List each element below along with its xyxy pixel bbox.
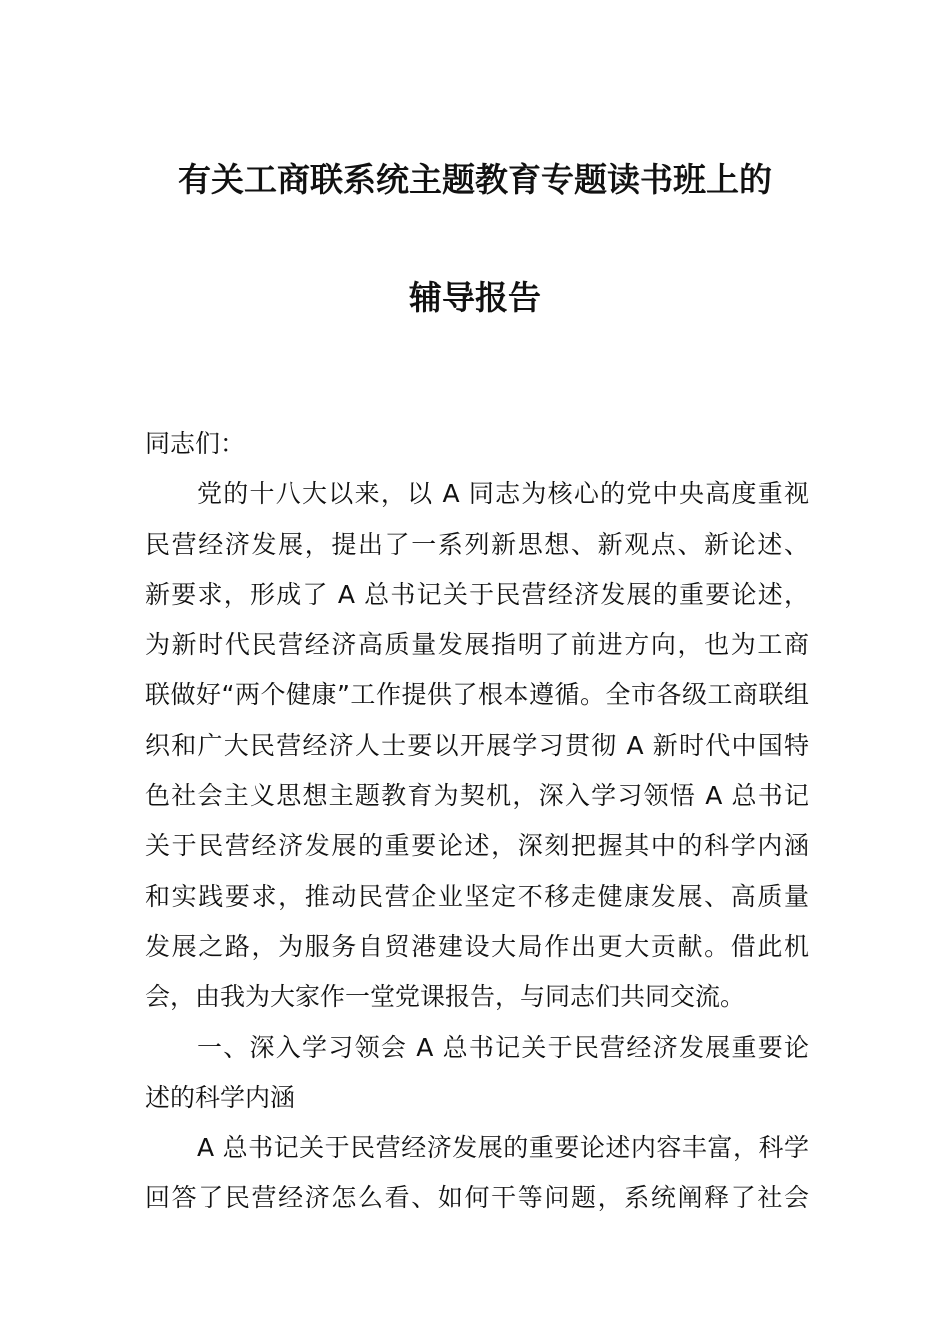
paragraph-line: 发展之路，为服务自贸港建设大局作出更大贡献。借此机 [145,931,809,961]
section-heading-line: 一、深入学习领会 A 总书记关于民营经济发展重要论 [197,1032,809,1062]
paragraph-line: 和实践要求，推动民营企业坚定不移走健康发展、高质量 [145,881,809,911]
salutation: 同志们： [145,429,246,458]
document-body [145,419,809,1224]
paragraph-section-1 [145,1123,809,1224]
section-heading-1 [145,1023,809,1124]
paragraph-line: 党的十八大以来，以 A 同志为核心的党中央高度重视 [197,479,809,509]
paragraph-line: 为新时代民营经济高质量发展指明了前进方向，也为工商 [145,630,809,660]
paragraph-intro [145,469,809,1022]
section-heading-line: 述的科学内涵 [145,1082,296,1112]
paragraph-line: 回答了民营经济怎么看、如何干等问题，系统阐释了社会 [145,1183,809,1213]
paragraph-line: 会，由我为大家作一堂党课报告，与同志们共同交流。 [145,982,746,1012]
paragraph-line: A 总书记关于民营经济发展的重要论述内容丰富，科学 [197,1133,809,1163]
document-title-line-2: 辅导报告 [409,278,541,317]
paragraph-line: 色社会主义思想主题教育为契机，深入学习领悟 A 总书记 [145,781,809,811]
document-title-line-1: 有关工商联系统主题教育专题读书班上的 [178,160,772,199]
paragraph-line: 民营经济发展，提出了一系列新思想、新观点、新论述、 [145,529,809,559]
paragraph-line: 织和广大民营经济人士要以开展学习贯彻 A 新时代中国特 [145,730,809,760]
paragraph-line: 联做好“两个健康”工作提供了根本遵循。全市各级工商联组 [145,680,809,710]
paragraph-line: 关于民营经济发展的重要论述，深刻把握其中的科学内涵 [145,831,809,861]
paragraph-line: 新要求，形成了 A 总书记关于民营经济发展的重要论述， [145,579,809,609]
